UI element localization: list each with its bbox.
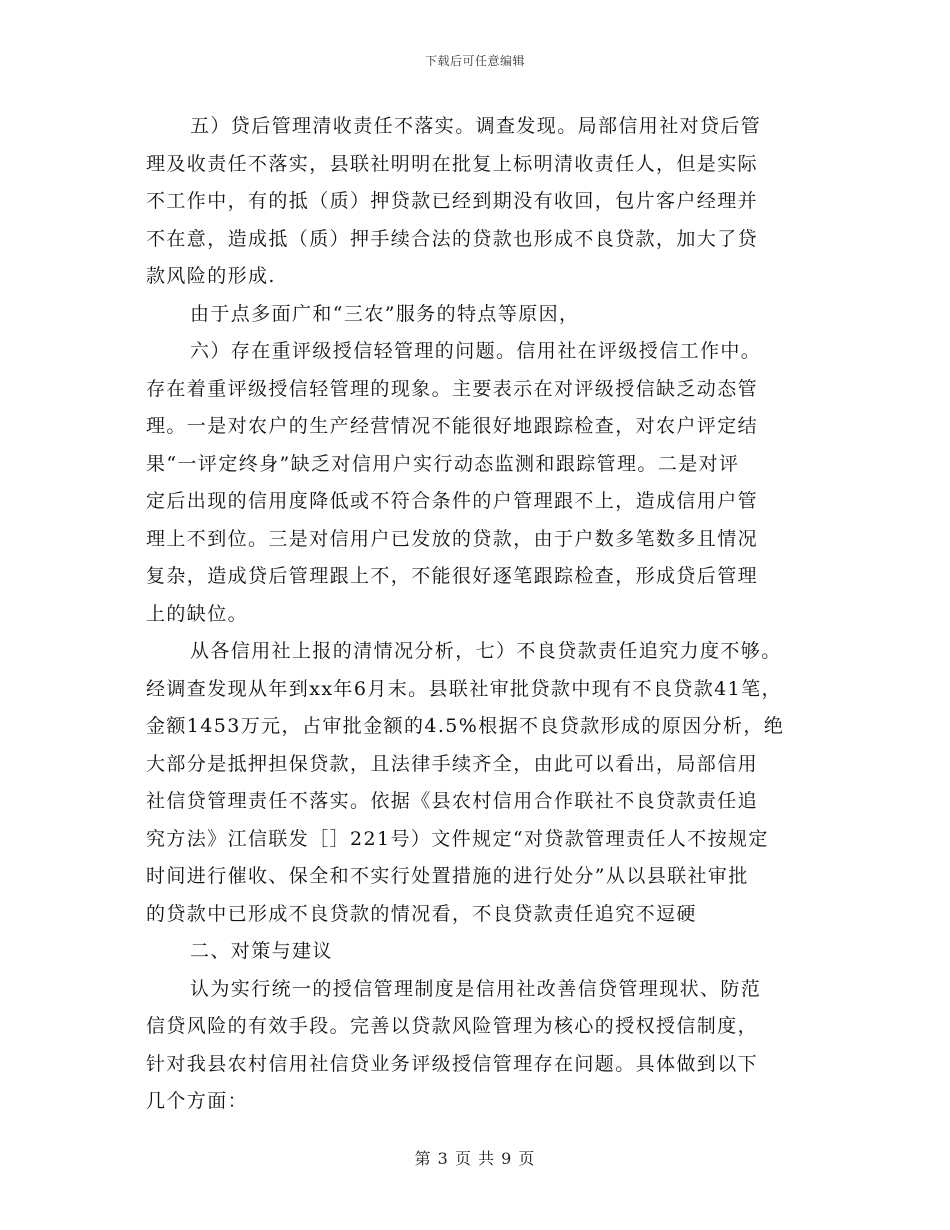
- text-line: 不工作中，有的抵（质）押贷款已经到期没有收回，包片客户经理并: [146, 190, 759, 212]
- page-footer: 第 3 页 共 9 页: [414, 1149, 536, 1168]
- page-header: 下载后可任意编辑: [424, 54, 525, 68]
- text-line: 从各信用社上报的清情况分析，七）不良贷款责任追究力度不够。: [190, 640, 782, 662]
- text-line: 大部分是抵押担保贷款，且法律手续齐全，由此可以看出，局部信用: [146, 752, 759, 775]
- text-line: 上的缺位。: [146, 602, 249, 625]
- text-line: 理及收责任不落实，县联社明明在批复上标明清收责任人，但是实际: [146, 152, 759, 175]
- text-line: 款风险的形成.: [146, 265, 276, 287]
- text-line: 社信贷管理责任不落实。依据《县农村信用合作联社不良贷款责任追: [146, 790, 759, 812]
- text-line: 针对我县农村信用社信贷业务评级授信管理存在问题。具体做到以下: [146, 1052, 759, 1075]
- text-line: 的贷款中已形成不良贷款的情况看，不良贷款责任追究不逗硬: [146, 902, 697, 925]
- text-line: 由于点多面广和“三农”服务的特点等原因，: [190, 302, 580, 325]
- text-line: 果“一评定终身”缺乏对信用户实行动态监测和跟踪管理。二是对评: [146, 452, 740, 475]
- text-line: 存在着重评级授信轻管理的现象。主要表示在对评级授信缺乏动态管: [146, 377, 759, 400]
- text-line: 理上不到位。三是对信用户已发放的贷款，由于户数多笔数多且情况: [146, 527, 759, 550]
- text-line: 认为实行统一的授信管理制度是信用社改善信贷管理现状、防范: [190, 977, 762, 1000]
- document-body: [146, 108, 836, 1121]
- text-line: 定后出现的信用度降低或不符合条件的户管理跟不上，造成信用户管: [146, 490, 759, 512]
- text-line: 信贷风险的有效手段。完善以贷款风险管理为核心的授权授信制度，: [146, 1015, 759, 1037]
- text-line: 几个方面：: [146, 1090, 249, 1112]
- text-line: 复杂，造成贷后管理跟上不，不能很好逐笔跟踪检查，形成贷后管理: [146, 565, 759, 587]
- text-line: 究方法》江信联发［］221号）文件规定“对贷款管理责任人不按规定: [146, 827, 769, 850]
- text-line: 二、对策与建议: [190, 940, 333, 962]
- text-line: 理。一是对农户的生产经营情况不能很好地跟踪检查，对农户评定结: [146, 415, 759, 437]
- text-line: 金额1453万元，占审批金额的4.5%根据不良贷款形成的原因分析，绝: [146, 715, 785, 737]
- text-line: 六）存在重评级授信轻管理的问题。信用社在评级授信工作中。: [190, 340, 762, 362]
- text-line: 五）贷后管理清收责任不落实。调查发现。局部信用社对贷后管: [190, 115, 762, 137]
- text-line: 时间进行催收、保全和不实行处置措施的进行处分”从以县联社审批: [146, 865, 749, 887]
- text-line: 经调查发现从年到xx年6月末。县联社审批贷款中现有不良贷款41笔，: [146, 677, 782, 700]
- text-line: 不在意，造成抵（质）押手续合法的贷款也形成不良贷款，加大了贷: [146, 227, 759, 250]
